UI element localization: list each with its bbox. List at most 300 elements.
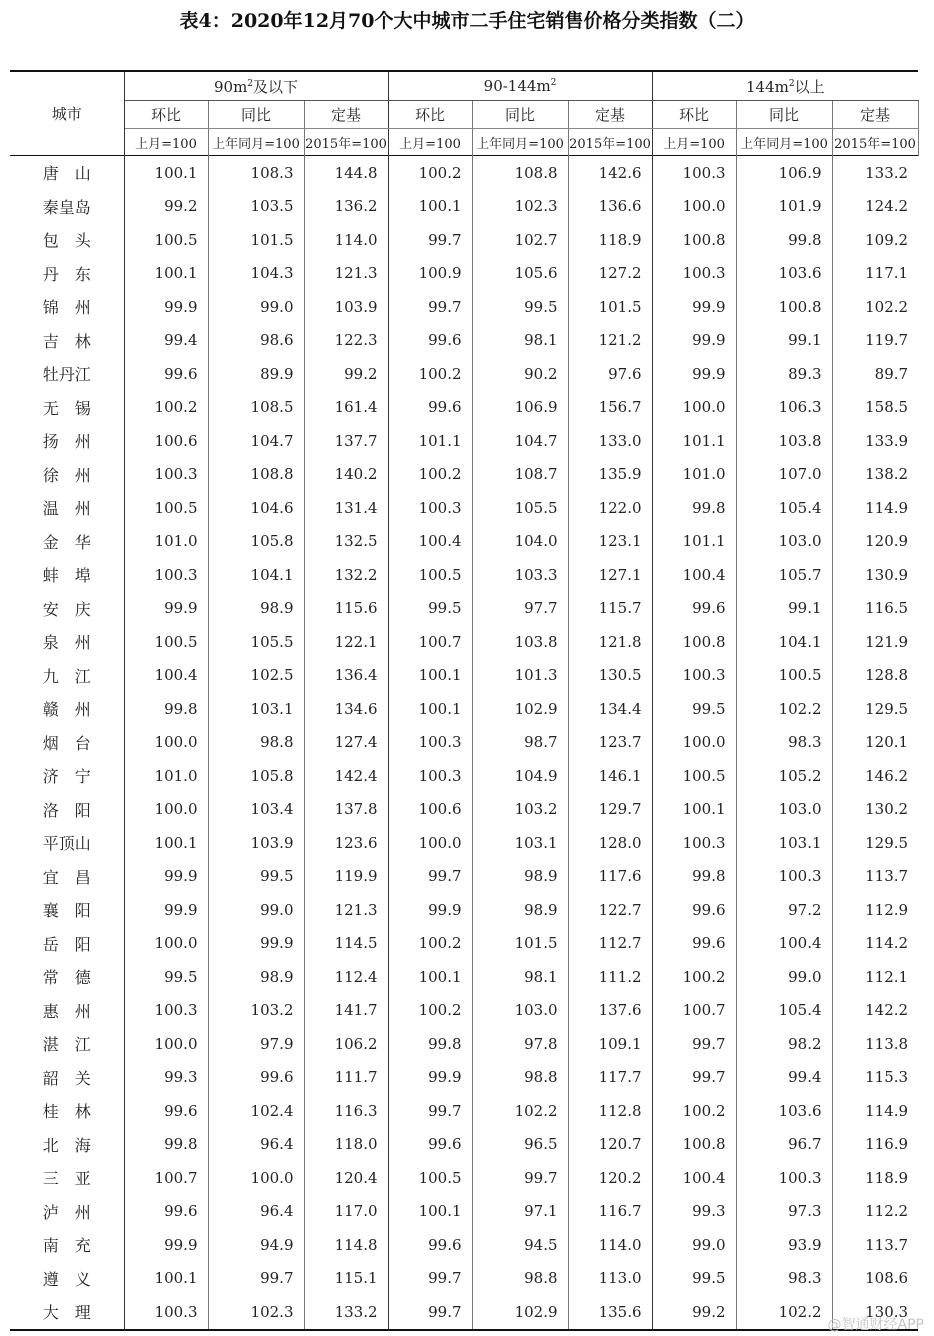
index-value: 107.0 [736,458,832,492]
index-value: 99.7 [388,223,472,257]
index-value: 100.3 [124,558,208,592]
city-name: 南 充 [10,1228,124,1262]
index-value: 136.6 [568,190,652,224]
index-value: 100.2 [388,994,472,1028]
index-value: 97.2 [736,893,832,927]
index-value: 100.3 [652,156,736,190]
index-value: 123.7 [568,726,652,760]
index-value: 99.9 [652,324,736,358]
table-header [10,71,918,156]
city-name: 安 庆 [10,592,124,626]
city-name: 蚌 埠 [10,558,124,592]
index-value: 98.9 [472,893,568,927]
index-value: 123.1 [568,525,652,559]
index-value: 99.8 [124,692,208,726]
index-value: 101.3 [472,659,568,693]
index-value: 144.8 [304,156,388,190]
index-value: 141.7 [304,994,388,1028]
index-value: 99.5 [652,1262,736,1296]
city-name: 唐 山 [10,156,124,190]
index-value: 104.3 [208,257,304,291]
index-value: 100.9 [388,257,472,291]
index-value: 100.6 [124,424,208,458]
index-value: 101.0 [124,759,208,793]
index-value: 104.9 [472,759,568,793]
index-value: 97.7 [472,592,568,626]
index-value: 114.8 [304,1228,388,1262]
index-value: 102.2 [736,1295,832,1330]
table-row [10,994,918,1028]
index-value: 161.4 [304,391,388,425]
city-name: 北 海 [10,1128,124,1162]
city-name: 锦 州 [10,290,124,324]
index-value: 118.9 [865,1168,909,1187]
index-value: 97.3 [736,1195,832,1229]
index-value: 98.1 [472,960,568,994]
group-header-large: $144m^2$以上 [652,71,918,101]
city-name: 大 理 [10,1295,124,1330]
index-value: 99.4 [736,1061,832,1095]
metric-header: 定基 [568,101,652,129]
index-value: 135.9 [568,458,652,492]
index-value: 120.2 [568,1161,652,1195]
index-value: 122.0 [568,491,652,525]
index-value: 123.6 [304,826,388,860]
table-row [10,391,918,425]
index-value: 100.0 [124,927,208,961]
index-value: 99.7 [652,1061,736,1095]
table-body [10,156,918,1330]
index-value: 101.1 [652,424,736,458]
index-value: 99.0 [736,960,832,994]
index-value: 100.3 [124,1295,208,1330]
index-value: 101.5 [472,927,568,961]
city-name: 济 宁 [10,759,124,793]
group-header-medium: $90-144m^2$ [388,71,652,101]
table-title: 表4：2020年12月70个大中城市二手住宅销售价格分类指数（二） [179,10,755,32]
index-value: 98.9 [208,592,304,626]
index-value: 121.2 [568,324,652,358]
city-name: 惠 州 [10,994,124,1028]
index-value: 99.9 [124,290,208,324]
index-value: 98.9 [472,860,568,894]
index-value: 124.2 [865,197,909,216]
index-value: 99.9 [124,893,208,927]
index-value: 99.6 [652,893,736,927]
index-value: 98.2 [736,1027,832,1061]
index-value: 121.8 [568,625,652,659]
index-value: 99.9 [388,893,472,927]
index-value: 104.1 [208,558,304,592]
table-row [10,927,918,961]
index-value: 114.0 [568,1228,652,1262]
index-value: 100.8 [652,625,736,659]
index-value: 99.5 [124,960,208,994]
index-value: 99.9 [124,860,208,894]
index-value: 99.5 [208,860,304,894]
index-value: 120.9 [865,532,909,551]
index-value: 119.7 [865,331,909,350]
index-value: 103.8 [472,625,568,659]
table-row [10,893,918,927]
index-value: 99.0 [208,893,304,927]
table-row [10,324,918,358]
index-value: 99.7 [388,1094,472,1128]
index-value: 112.4 [304,960,388,994]
index-value: 99.2 [124,190,208,224]
table-row [10,960,918,994]
index-value: 142.6 [568,156,652,190]
index-value: 103.8 [736,424,832,458]
index-value: 98.3 [736,726,832,760]
table-row [10,759,918,793]
index-value: 104.7 [208,424,304,458]
index-value: 100.1 [388,190,472,224]
base-header: 上月=100 [652,129,736,156]
city-name: 金 华 [10,525,124,559]
index-value: 108.3 [208,156,304,190]
index-value: 100.1 [388,659,472,693]
index-value: 129.5 [865,699,909,718]
index-value: 97.8 [472,1027,568,1061]
index-value: 89.9 [208,357,304,391]
index-value: 99.7 [388,1262,472,1296]
index-value: 98.8 [472,1262,568,1296]
index-value: 119.9 [304,860,388,894]
index-value: 132.2 [304,558,388,592]
index-value: 108.8 [472,156,568,190]
index-value: 103.5 [208,190,304,224]
index-value: 100.2 [652,1094,736,1128]
index-value: 100.0 [652,726,736,760]
index-value: 137.6 [568,994,652,1028]
index-value: 99.7 [472,1161,568,1195]
index-value: 100.2 [388,458,472,492]
index-value: 100.4 [124,659,208,693]
index-value: 100.3 [388,491,472,525]
index-value: 100.0 [124,793,208,827]
index-value: 113.7 [865,867,909,886]
index-value: 121.9 [865,632,909,651]
index-value: 99.7 [388,290,472,324]
base-header: 上月=100 [388,129,472,156]
index-value: 100.0 [388,826,472,860]
index-value: 101.1 [652,525,736,559]
index-value: 98.8 [208,726,304,760]
index-value: 102.2 [736,692,832,726]
index-value: 89.3 [736,357,832,391]
index-value: 100.8 [652,1128,736,1162]
index-value: 103.2 [472,793,568,827]
index-value: 99.8 [652,491,736,525]
index-value: 99.8 [652,860,736,894]
index-value: 117.0 [304,1195,388,1229]
base-header: 上年同月=100 [736,129,832,156]
index-value: 113.0 [568,1262,652,1296]
metric-header: 同比 [472,101,568,129]
table-row [10,223,918,257]
index-value: 100.5 [652,759,736,793]
index-value: 133.2 [304,1295,388,1330]
index-value: 100.3 [652,659,736,693]
index-value: 133.0 [568,424,652,458]
city-name: 秦皇岛 [10,190,124,224]
index-value: 127.2 [568,257,652,291]
index-value: 158.5 [865,398,909,417]
table-row [10,1094,918,1128]
index-value: 99.2 [304,357,388,391]
index-value: 99.9 [388,1061,472,1095]
metric-header: 定基 [832,101,918,129]
index-value: 102.9 [472,1295,568,1330]
metric-header: 环比 [652,101,736,129]
table-row [10,860,918,894]
index-value: 103.1 [208,692,304,726]
header-row-metrics [10,101,918,129]
index-value: 99.5 [652,692,736,726]
index-value: 135.6 [568,1295,652,1330]
index-value: 101.5 [568,290,652,324]
index-value: 101.9 [736,190,832,224]
base-header: 2015年=100 [304,129,388,156]
index-value: 140.2 [304,458,388,492]
index-value: 103.4 [208,793,304,827]
index-value: 101.0 [652,458,736,492]
index-value: 99.7 [208,1262,304,1296]
city-name: 韶 关 [10,1061,124,1095]
index-value: 100.1 [124,1262,208,1296]
index-value: 116.9 [865,1135,909,1154]
index-value: 109.2 [865,230,909,249]
index-value: 105.2 [736,759,832,793]
index-value: 100.3 [388,759,472,793]
index-value: 116.3 [304,1094,388,1128]
index-value: 99.1 [736,324,832,358]
index-value: 105.6 [472,257,568,291]
table-row [10,1262,918,1296]
index-value: 112.7 [568,927,652,961]
index-value: 100.1 [652,793,736,827]
city-name: 遵 义 [10,1262,124,1296]
base-header: 2015年=100 [832,129,918,156]
index-value: 108.6 [865,1269,909,1288]
index-value: 99.6 [124,1195,208,1229]
index-value: 90.2 [472,357,568,391]
index-value: 103.6 [736,1094,832,1128]
index-value: 116.7 [568,1195,652,1229]
index-value: 109.1 [568,1027,652,1061]
index-value: 94.5 [472,1228,568,1262]
index-value: 118.0 [304,1128,388,1162]
index-value: 103.0 [736,525,832,559]
index-value: 99.0 [208,290,304,324]
base-header: 上年同月=100 [208,129,304,156]
index-value: 98.8 [472,1061,568,1095]
index-value: 100.0 [652,391,736,425]
city-name: 平顶山 [10,826,124,860]
index-value: 100.2 [388,927,472,961]
index-value: 100.3 [388,726,472,760]
index-value: 136.2 [304,190,388,224]
metric-header: 环比 [124,101,208,129]
index-value: 93.9 [736,1228,832,1262]
index-value: 100.1 [124,156,208,190]
index-value: 100.1 [388,1195,472,1229]
index-value: 100.5 [124,223,208,257]
index-value: 99.6 [388,1128,472,1162]
index-value: 133.2 [865,163,909,182]
index-value: 100.3 [124,994,208,1028]
index-value: 100.2 [388,357,472,391]
index-value: 102.2 [865,297,909,316]
index-value: 99.8 [736,223,832,257]
index-value: 129.5 [865,833,909,852]
index-value: 106.2 [304,1027,388,1061]
index-value: 115.7 [568,592,652,626]
index-value: 100.5 [736,659,832,693]
index-value: 128.0 [568,826,652,860]
index-value: 100.0 [652,190,736,224]
index-value: 99.1 [736,592,832,626]
index-value: 100.2 [124,391,208,425]
index-value: 114.2 [865,934,909,953]
city-name: 无 锡 [10,391,124,425]
city-name: 常 德 [10,960,124,994]
index-value: 99.6 [124,357,208,391]
index-value: 113.8 [865,1034,909,1053]
table-row [10,1228,918,1262]
index-value: 99.6 [388,324,472,358]
city-name: 湛 江 [10,1027,124,1061]
index-value: 99.6 [388,1228,472,1262]
index-value: 98.7 [472,726,568,760]
city-name: 吉 林 [10,324,124,358]
index-value: 99.9 [652,357,736,391]
base-header: 上月=100 [124,129,208,156]
index-value: 131.4 [304,491,388,525]
index-value: 103.9 [304,290,388,324]
index-value: 100.1 [124,257,208,291]
table-row [10,692,918,726]
index-value: 142.4 [304,759,388,793]
index-value: 113.7 [865,1235,909,1254]
index-value: 132.5 [304,525,388,559]
index-value: 105.7 [736,558,832,592]
index-value: 106.9 [736,156,832,190]
index-value: 103.1 [472,826,568,860]
index-value: 100.1 [388,960,472,994]
index-value: 100.6 [388,793,472,827]
index-value: 104.7 [472,424,568,458]
index-value: 99.9 [124,592,208,626]
index-value: 102.7 [472,223,568,257]
table-row [10,424,918,458]
index-value: 94.9 [208,1228,304,1262]
index-value: 89.7 [874,364,909,383]
metric-header: 同比 [208,101,304,129]
index-value: 99.0 [652,1228,736,1262]
table-row [10,625,918,659]
watermark: @智通财经APP [827,1317,924,1333]
city-name: 包 头 [10,223,124,257]
city-name: 赣 州 [10,692,124,726]
index-value: 99.6 [652,927,736,961]
index-value: 100.4 [388,525,472,559]
city-name: 泸 州 [10,1195,124,1229]
index-value: 103.2 [208,994,304,1028]
index-value: 97.9 [208,1027,304,1061]
index-value: 112.2 [865,1202,909,1221]
index-value: 100.1 [388,692,472,726]
table-row [10,726,918,760]
table-row [10,156,918,190]
index-value: 99.8 [124,1128,208,1162]
index-value: 98.1 [472,324,568,358]
index-value: 108.5 [208,391,304,425]
city-name: 扬 州 [10,424,124,458]
index-value: 97.1 [472,1195,568,1229]
metric-header: 同比 [736,101,832,129]
header-row-bases [10,129,918,156]
table-row [10,1295,918,1330]
index-value: 120.7 [568,1128,652,1162]
index-value: 100.8 [652,223,736,257]
index-value: 99.9 [208,927,304,961]
index-value: 112.9 [865,900,909,919]
index-value: 130.2 [865,800,909,819]
index-value: 104.0 [472,525,568,559]
table-row [10,659,918,693]
index-value: 99.6 [652,592,736,626]
index-value: 103.0 [736,793,832,827]
index-value: 156.7 [568,391,652,425]
table-row [10,290,918,324]
city-column-header: 城市 [10,71,124,156]
index-value: 99.6 [124,1094,208,1128]
index-value: 105.4 [736,491,832,525]
index-value: 103.9 [208,826,304,860]
index-value: 100.8 [736,290,832,324]
index-value: 98.9 [208,960,304,994]
index-value: 100.0 [208,1161,304,1195]
index-value: 104.6 [208,491,304,525]
index-value: 102.3 [472,190,568,224]
index-value: 102.9 [472,692,568,726]
base-header: 2015年=100 [568,129,652,156]
index-value: 100.4 [736,927,832,961]
index-value: 96.4 [208,1195,304,1229]
index-value: 99.9 [652,290,736,324]
table-row [10,190,918,224]
index-value: 100.0 [124,1027,208,1061]
index-value: 105.5 [472,491,568,525]
index-value: 99.8 [388,1027,472,1061]
index-value: 100.3 [652,826,736,860]
index-value: 117.1 [865,264,909,283]
index-value: 103.3 [472,558,568,592]
index-value: 100.4 [652,558,736,592]
city-name: 徐 州 [10,458,124,492]
index-value: 105.4 [736,994,832,1028]
index-value: 99.2 [652,1295,736,1330]
table-row [10,458,918,492]
index-value: 105.5 [208,625,304,659]
index-value: 100.2 [388,156,472,190]
index-value: 133.9 [865,431,909,450]
table-row [10,1128,918,1162]
table-row [10,793,918,827]
index-value: 130.3 [832,1295,918,1330]
